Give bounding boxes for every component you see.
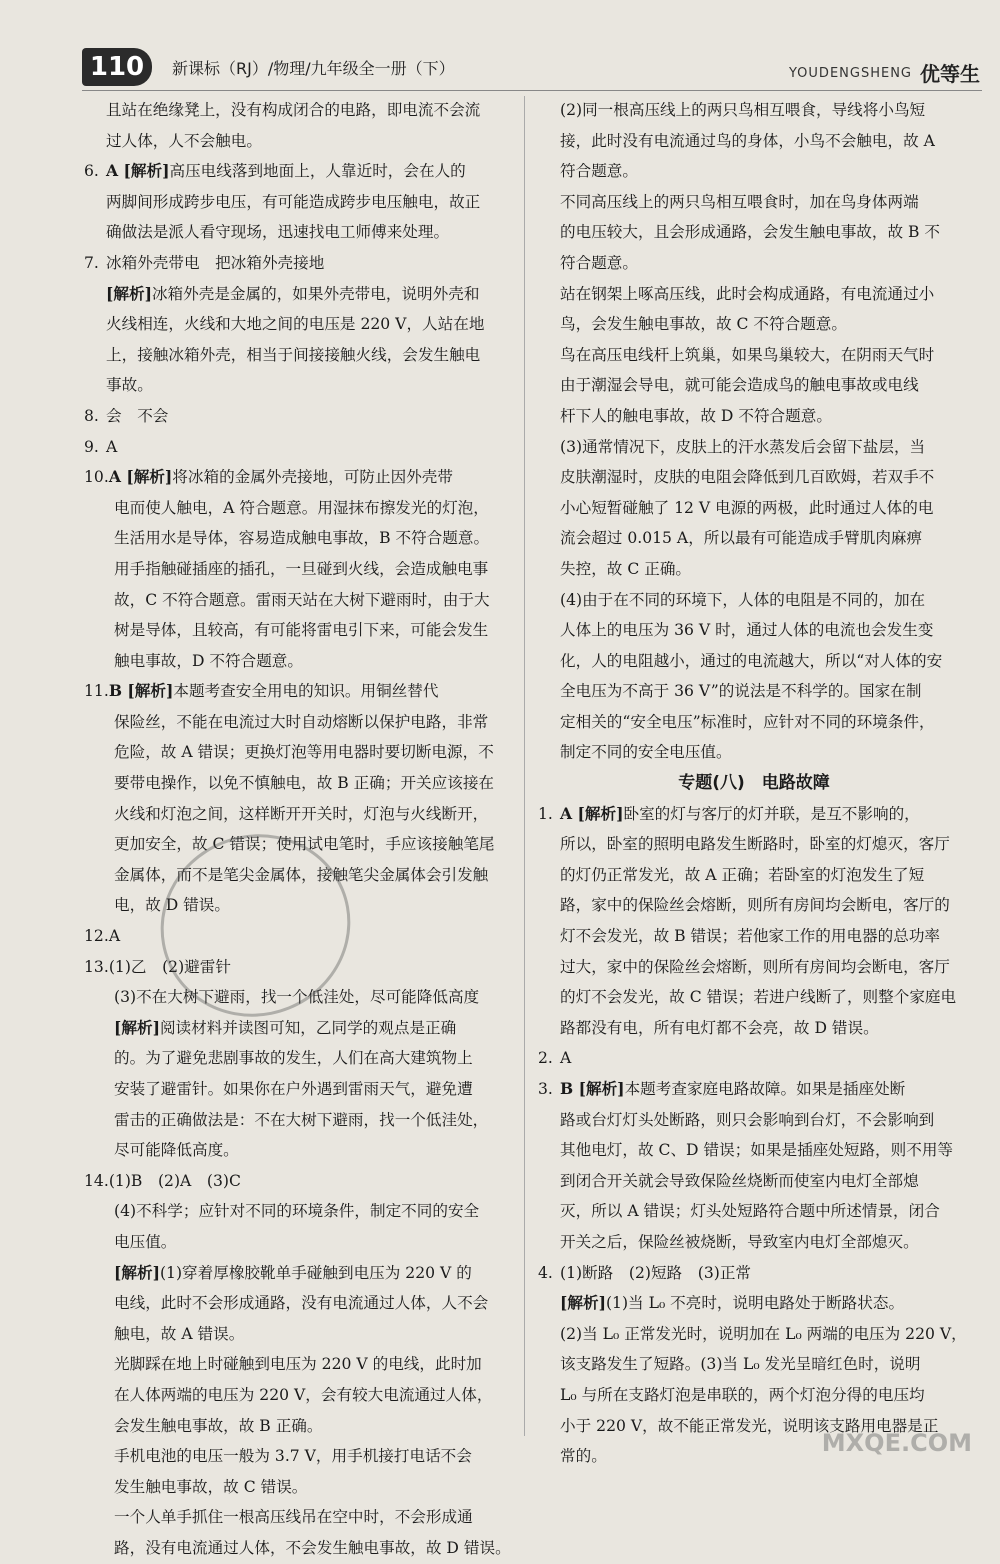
answer-text: 化，人的电阻越小，通过的电流越大，所以“对人体的安 [560,651,943,670]
answer-tag: A [解析] [106,161,170,181]
section-title: 专题(八) 电路故障 [678,773,830,794]
answer-text: 皮肤潮湿时，皮肤的电阻会降低到几百欧姆，若双手不 [560,468,935,487]
answer-line [538,462,970,493]
answer-text: 本题考查家庭电路故障。如果是插座处断 [624,1080,906,1098]
answer-text: 不同高压线上的两只鸟相互喂食时，加在鸟身体两端 [560,192,919,211]
answer-line [84,1319,516,1350]
question-number: 7. [84,253,99,272]
answer-text: L₀ 与所在支路灯泡是串联的，两个灯泡分得的电压均 [560,1385,925,1404]
answer-line [84,615,516,646]
answer-line [538,1349,970,1380]
answer-text: (3)通常情况下，皮肤上的汗水蒸发后会留下盐层，当 [560,437,926,456]
answer-line [84,1441,516,1472]
answer-line [538,126,970,157]
answer-line [84,1502,516,1533]
answer-line [84,1411,516,1442]
answer-line [84,1013,516,1044]
answer-line [84,1105,516,1136]
answer-text: 事故。 [106,376,153,395]
answer-line [538,370,970,401]
answer-line [538,1288,970,1319]
answer-tag: [解析] [114,1262,160,1282]
answer-text: 过人体，人不会触电。 [106,131,262,150]
answer-tag: [解析] [106,283,152,303]
answer-line [84,309,516,340]
answer-text: 路，家中的保险丝会熔断，则所有房间均会断电，客厅的 [560,896,950,915]
answer-text: 过大，家中的保险丝会熔断，则所有房间均会断电，客厅 [560,957,950,976]
answer-text: 其他电灯，故 C、D 错误；如果是插座处短路，则不用等 [560,1141,954,1160]
question-number: 10. [84,468,109,487]
answer-line [84,1472,516,1503]
question-number: 14. [84,1171,109,1190]
brand-chinese: 优等生 [920,62,980,86]
answer-text: 电，故 D 错误。 [114,896,230,915]
answer-line [84,1533,516,1564]
answer-text: 鸟在高压电线杆上筑巢，如果鸟巢较大，在阴雨天气时 [560,345,935,364]
answer-text: (1)穿着厚橡胶靴单手碰触到电压为 220 V 的 [159,1263,472,1282]
answer-text: 手机电池的电压一般为 3.7 V，用手机接打电话不会 [114,1447,472,1466]
answer-line [538,890,970,921]
answer-line [84,768,516,799]
answer-line [538,156,970,187]
answer-text: 金属体，而不是笔尖金属体，接触笔尖金属体会引发触 [114,865,489,884]
answer-text: 雷击的正确做法是：不在大树下避雨，找一个低洼处， [114,1110,489,1129]
answer-text: 人体上的电压为 36 V 时，通过人体的电流也会发生变 [560,621,934,640]
answer-line [538,523,970,554]
answer-line [538,279,970,310]
answer-text: (2)当 L₀ 正常发光时，说明加在 L₀ 两端的电压为 220 V， [560,1324,967,1343]
answer-line [84,126,516,157]
answer-text: 常的。 [560,1447,607,1466]
answer-line [538,187,970,218]
question-number: 2. [538,1049,553,1068]
answer-text: 要带电操作，以免不慎触电，故 B 正确；开关应该接在 [114,774,495,793]
answer-line [84,1227,516,1258]
answer-line [84,432,516,463]
answer-text: 符合题意。 [560,162,638,181]
answer-line [84,1288,516,1319]
answer-text: 开关之后，保险丝被烧断，导致室内电灯全部熄灭。 [560,1232,919,1251]
answer-text: (1)B (2)A (3)C [108,1171,241,1190]
answer-text: 确做法是派人看守现场，迅速找电工师傅来处理。 [106,223,450,242]
answer-line [538,95,970,126]
answer-text: 一个人单手抓住一根高压线吊在空中时，不会形成通 [114,1508,473,1527]
answer-line [538,615,970,646]
answer-line [84,523,516,554]
header-divider [82,90,982,91]
answer-line [84,1043,516,1074]
answer-text: (4)由于在不同的环境下，人体的电阻是不同的，加在 [560,590,926,609]
question-number: 3. [538,1080,553,1098]
answer-line [538,432,970,463]
answer-line [538,646,970,677]
question-number: 12. [84,927,109,946]
answer-text: 该支路发生了短路。(3)当 L₀ 发光呈暗红色时，说明 [560,1355,921,1374]
answer-line [538,585,970,616]
answer-line [84,585,516,616]
answer-text: 两脚间形成跨步电压，有可能造成跨步电压触电，故正 [106,192,481,211]
answer-text: A [560,1049,572,1068]
answer-line [84,248,516,279]
answer-text: 的。为了避免悲剧事故的发生，人们在高大建筑物上 [114,1049,473,1068]
answer-tag: A [解析] [560,803,624,823]
question-number: 8. [84,406,99,425]
answer-text: 鸟，会发生触电事故，故 C 不符合题意。 [560,315,847,334]
answer-text: 电线，此时不会形成通路，没有电流通过人体，人不会 [114,1294,489,1313]
answer-text: 卧室的灯与客厅的灯并联，是互不影响的， [623,804,920,823]
answer-text: 树是导体，且较高，有可能将雷电引下来，可能会发生 [114,621,489,640]
question-number: 9. [84,437,99,456]
answer-line [538,982,970,1013]
answer-line [538,952,970,983]
answer-text: 定相关的“安全电压”标准时，应针对不同的环境条件， [560,712,935,731]
page-header [0,0,1000,90]
brand-english: YOUDENGSHENG [788,66,912,81]
answer-line [538,1135,970,1166]
answer-text: (3)不在大树下避雨，找一个低洼处，尽可能降低高度 [114,988,480,1007]
answer-line [538,1258,970,1289]
answer-text: 路或台灯灯头处断路，则只会影响到台灯，不会影响到 [560,1110,935,1129]
answer-text: 高压电线落到地面上，人靠近时，会在人的 [169,162,466,181]
watermark-text: MXQE.COM [821,1429,972,1457]
answer-line [538,248,970,279]
answer-line [84,279,516,310]
answer-line [84,370,516,401]
answer-line [84,799,516,830]
answer-text: 灯不会发光，故 B 错误；若他家工作的用电器的总功率 [560,927,941,946]
answer-line [538,860,970,891]
answer-tag: A [解析] [108,467,173,487]
answer-line [84,554,516,585]
left-column [84,95,516,1564]
book-title: 新课标（RJ）/物理/九年级全一册（下） [172,59,455,78]
answer-text: 由于潮湿会导电，就可能会造成鸟的触电事故或电线 [560,376,919,395]
answer-text: 小于 220 V，故不能正常发光，说明该支路用电器是正 [560,1416,939,1435]
answer-text: 冰箱外壳是金属的，如果外壳带电，说明外壳和 [151,284,480,303]
answer-line [84,340,516,371]
answer-line [84,676,516,707]
answer-text: 的灯不会发光，故 C 错误；若进户线断了，则整个家庭电 [560,988,957,1007]
answer-tag: [解析] [114,1017,160,1037]
answer-text: 站在钢架上啄高压线，此时会构成通路，有电流通过小 [560,284,935,303]
answer-line [538,554,970,585]
answer-line [538,1196,970,1227]
answer-tag: B [解析] [108,681,174,701]
answer-text: (1)乙 (2)避雷针 [108,957,231,976]
answer-text: 安装了避雷针。如果你在户外遇到雷雨天气，避免遭 [114,1080,473,1098]
answer-text: 会 不会 [106,406,169,425]
answer-text: 路，没有电流通过人体，不会发生触电事故，故 D 错误。 [114,1538,511,1557]
answer-text: 的灯仍正常发光，故 A 正确；若卧室的灯泡发生了短 [560,865,925,884]
question-number: 6. [84,162,99,181]
answer-text: 全电压为不高于 36 V”的说法是不科学的。国家在制 [560,682,922,701]
answer-line [538,676,970,707]
answer-text: 保险丝，不能在电流过大时自动熔断以保护电路，非常 [114,712,489,731]
answer-text: 失控，故 C 正确。 [560,559,692,578]
answer-line [84,1135,516,1166]
answer-text: 在人体两端的电压为 220 V，会有较大电流通过人体， [114,1385,493,1404]
answer-text: 火线相连，火线和大地之间的电压是 220 V，人站在地 [106,315,485,334]
answer-tag: B [解析] [560,1079,625,1098]
answer-text: 更加安全，故 C 错误；使用试电笔时，手应该接触笔尾 [114,835,495,854]
answer-line [84,217,516,248]
answer-line [538,1227,970,1258]
answer-text: 火线和灯泡之间，这样断开开关时，灯泡与火线断开， [114,804,489,823]
answer-text: 且站在绝缘凳上，没有构成闭合的电路，即电流不会流 [106,101,481,119]
answer-line [84,1074,516,1105]
answer-line [84,737,516,768]
page-number: 110 [82,48,152,86]
answer-text: 故，C 不符合题意。雷雨天站在大树下避雨时，由于大 [114,590,490,609]
answer-text: 会发生触电事故，故 B 正确。 [114,1416,323,1435]
answer-line [538,1043,970,1074]
answer-text: 触电事故，D 不符合题意。 [114,651,303,670]
answer-line [538,1319,970,1350]
answer-line [538,1166,970,1197]
answer-text: (4)不科学；应针对不同的环境条件，制定不同的安全 [114,1202,480,1221]
answer-line [84,95,516,126]
answer-tag: [解析] [560,1293,606,1313]
answer-line [84,1196,516,1227]
answer-text: 电而使人触电，A 符合题意。用湿抹布擦发光的灯泡， [114,498,489,517]
answer-text: 所以，卧室的照明电路发生断路时，卧室的灯熄灭，客厅 [560,835,950,854]
answer-line [538,340,970,371]
answer-line [538,217,970,248]
answer-line [538,1074,970,1105]
answer-text: 制定不同的安全电压值。 [560,743,732,762]
answer-text: 阅读材料并读图可知，乙同学的观点是正确 [159,1018,457,1037]
answer-text: 冰箱外壳带电 把冰箱外壳接地 [106,253,325,272]
answer-text: 尽可能降低高度。 [114,1141,239,1160]
answer-text: A [108,927,121,946]
answer-text: 用手指触碰插座的插孔，一旦碰到火线，会造成触电事 [114,559,489,578]
answer-text: (1)当 L₀ 不亮时，说明电路处于断路状态。 [605,1294,905,1313]
answer-text: 小心短暂碰触了 12 V 电源的两极，此时通过人体的电 [560,498,934,517]
answer-text: A [106,437,118,456]
answer-line [538,737,970,768]
answer-text: 到闭合开关就会导致保险丝烧断而使室内电灯全部熄 [560,1171,919,1190]
answer-text: 光脚踩在地上时碰触到电压为 220 V 的电线，此时加 [114,1355,482,1374]
answer-text: (1)断路 (2)短路 (3)正常 [560,1263,752,1282]
answer-line [84,187,516,218]
answer-line [84,1349,516,1380]
answer-line [538,493,970,524]
answer-line [84,1258,516,1289]
answer-text: 路都没有电，所有电灯都不会亮，故 D 错误。 [560,1018,879,1037]
answer-text: 灭，所以 A 错误；灯头处短路符合题中所述情景，闭合 [560,1202,940,1221]
answer-text: 发生触电事故，故 C 错误。 [114,1477,308,1496]
answer-line [538,829,970,860]
answer-line [538,1105,970,1136]
answer-line [84,646,516,677]
question-number: 1. [538,804,553,823]
site-watermark [800,1401,980,1461]
answer-line [538,1013,970,1044]
answer-line [538,921,970,952]
answer-line [84,1380,516,1411]
answer-line [84,493,516,524]
answer-text: 生活用水是导体，容易造成触电事故，B 不符合题意。 [114,529,490,548]
answer-line [538,309,970,340]
answer-line [538,799,970,830]
question-number: 4. [538,1263,553,1282]
right-column [538,95,970,1472]
question-number: 11. [84,682,109,701]
answer-line [84,1166,516,1197]
answer-text: 电压值。 [114,1232,177,1251]
column-divider [524,96,525,1436]
answer-line [84,707,516,738]
answer-text: 接，此时没有电流通过鸟的身体，小鸟不会触电，故 A [560,131,935,150]
answer-text: 将冰箱的金属外壳接地，可防止因外壳带 [172,468,453,487]
answer-text: 本题考查安全用电的知识。用铜丝替代 [173,682,439,701]
question-number: 13. [84,957,109,976]
answer-line [84,462,516,493]
answer-text: 流会超过 0.015 A，所以最有可能造成手臂肌肉麻痹 [560,529,923,548]
answer-line [84,156,516,187]
answer-line [538,707,970,738]
answer-line [538,401,970,432]
answer-text: 杆下人的触电事故，故 D 不符合题意。 [560,406,832,425]
answer-text: 符合题意。 [560,253,638,272]
answer-text: 的电压较大，且会形成通路，会发生触电事故，故 B 不 [560,223,941,242]
answer-text: 危险，故 A 错误；更换灯泡等用电器时要切断电源，不 [114,743,494,762]
answer-text: (2)同一根高压线上的两只鸟相互喂食，导线将小鸟短 [560,101,926,119]
answer-text: 触电，故 A 错误。 [114,1324,245,1343]
answer-text: 上，接触冰箱外壳，相当于间接接触火线，会发生触电 [106,345,481,364]
answer-line [84,401,516,432]
